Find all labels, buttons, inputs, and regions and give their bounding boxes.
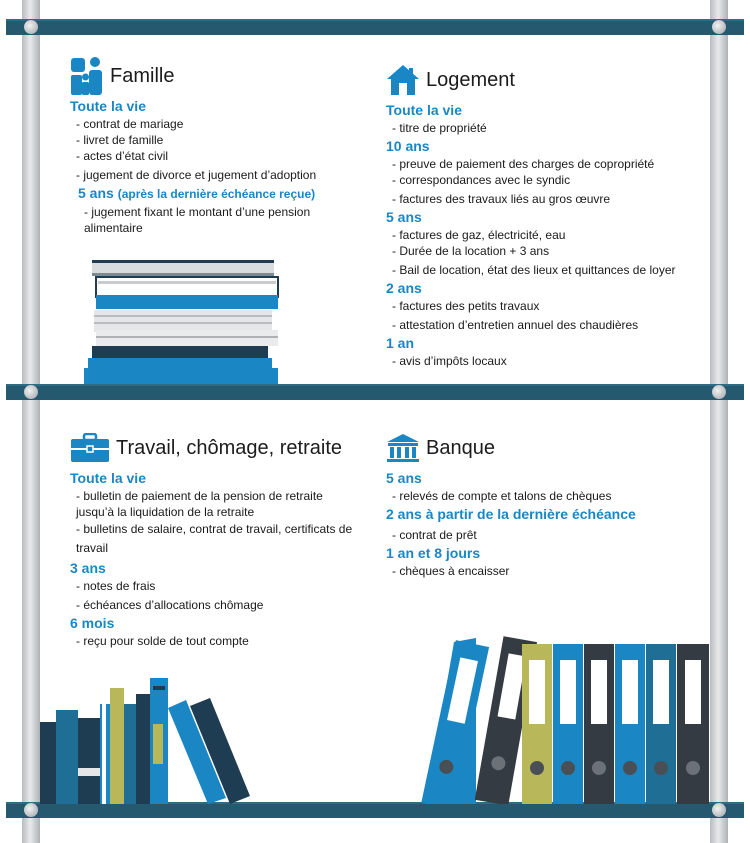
group-label: Toute la vie (70, 470, 146, 486)
group-label: 2 ans (386, 280, 422, 296)
house-icon (386, 63, 420, 97)
list-item: - actes d’état civil (76, 149, 169, 163)
section-banque (386, 428, 686, 579)
list-item: - Durée de la location + 3 ans (392, 244, 550, 258)
list-item: - correspondances avec le syndic (392, 173, 571, 187)
list-item: - reçu pour solde de tout compte (76, 634, 249, 648)
group-label: 10 ans (386, 138, 430, 154)
list-item: - échéances d’allocations chômage (76, 598, 264, 612)
list-item: - avis d’impôts locaux (392, 354, 507, 368)
bolt (712, 803, 726, 817)
section-famille-header (70, 56, 350, 96)
shelf-pole-right (710, 0, 728, 843)
group (70, 97, 350, 183)
list-item: - bulletins de salaire, contrat de travail, certificats de travail (76, 522, 353, 555)
list-item: - chèques à encaisser (392, 564, 510, 578)
list-item: - relevés de compte et talons de chèques (392, 489, 612, 503)
list-item: - notes de frais (76, 579, 156, 593)
upright-books-illustration (40, 676, 252, 804)
section-title: Logement (426, 69, 515, 91)
shelf-pole-left (22, 0, 40, 843)
group-label: Toute la vie (386, 102, 462, 118)
group (386, 334, 696, 369)
family-icon (70, 59, 104, 93)
list-item: - factures des travaux liés au gros œuvre (392, 192, 611, 206)
section-banque-header (386, 428, 686, 468)
group-label: 1 an (386, 335, 415, 351)
section-travail-header (70, 428, 370, 468)
section-logement (386, 60, 696, 369)
group (386, 208, 696, 278)
list-item: - preuve de paiement des charges de copropriété (392, 157, 655, 171)
group (70, 184, 350, 236)
section-famille (70, 56, 350, 236)
section-title: Famille (110, 65, 175, 87)
list-item: - livret de famille (76, 133, 164, 147)
group (70, 559, 370, 613)
bolt (712, 20, 726, 34)
section-travail (70, 428, 370, 649)
group (386, 505, 686, 543)
group-label-text: 5 ans (78, 185, 114, 201)
group-label (78, 184, 350, 204)
group-label: 5 ans (386, 470, 422, 486)
list-item: - factures de gaz, électricité, eau (392, 228, 566, 242)
list-item: - titre de propriété (392, 121, 487, 135)
shelf-bottom (6, 802, 744, 818)
list-item: - attestation d’entretien annuel des chaudières (392, 318, 639, 332)
group-label-note: (après la dernière échéance reçue) (117, 187, 316, 201)
list-item: - Bail de location, état des lieux et quittances de loyer (392, 263, 676, 277)
list-item: - bulletin de paiement de la pension de retraite jusqu’à la liquidation de la retraite (76, 489, 323, 519)
section-logement-header (386, 60, 696, 100)
group (386, 101, 696, 136)
group (386, 137, 696, 207)
list-item: - contrat de prêt (392, 528, 477, 542)
group-label: 2 ans à partir de la dernière échéance (386, 506, 636, 522)
list-item: - jugement fixant le montant d’une pension alimentaire (84, 205, 311, 235)
bolt (712, 385, 726, 399)
section-title: Travail, chômage, retraite (116, 437, 343, 459)
section-title: Banque (426, 437, 495, 459)
binders-illustration (416, 636, 712, 804)
shelf-middle (6, 384, 744, 400)
list-item: - factures des petits travaux (392, 299, 540, 313)
bolt (24, 803, 38, 817)
shelf-top (6, 19, 744, 35)
list-item: - jugement de divorce et jugement d’adoption (76, 168, 317, 182)
bolt (24, 20, 38, 34)
group (386, 279, 696, 333)
group-label: Toute la vie (70, 98, 146, 114)
briefcase-icon (70, 431, 110, 465)
group (386, 544, 686, 579)
bank-icon (386, 431, 420, 465)
group (70, 469, 370, 558)
group (386, 469, 686, 504)
group-label: 3 ans (70, 560, 106, 576)
group (70, 614, 370, 649)
group-label: 1 an et 8 jours (386, 545, 481, 561)
group-label: 6 mois (70, 615, 115, 631)
list-item: - contrat de mariage (76, 117, 184, 131)
book-stack-illustration (82, 256, 282, 386)
bolt (24, 385, 38, 399)
group-label: 5 ans (386, 209, 422, 225)
